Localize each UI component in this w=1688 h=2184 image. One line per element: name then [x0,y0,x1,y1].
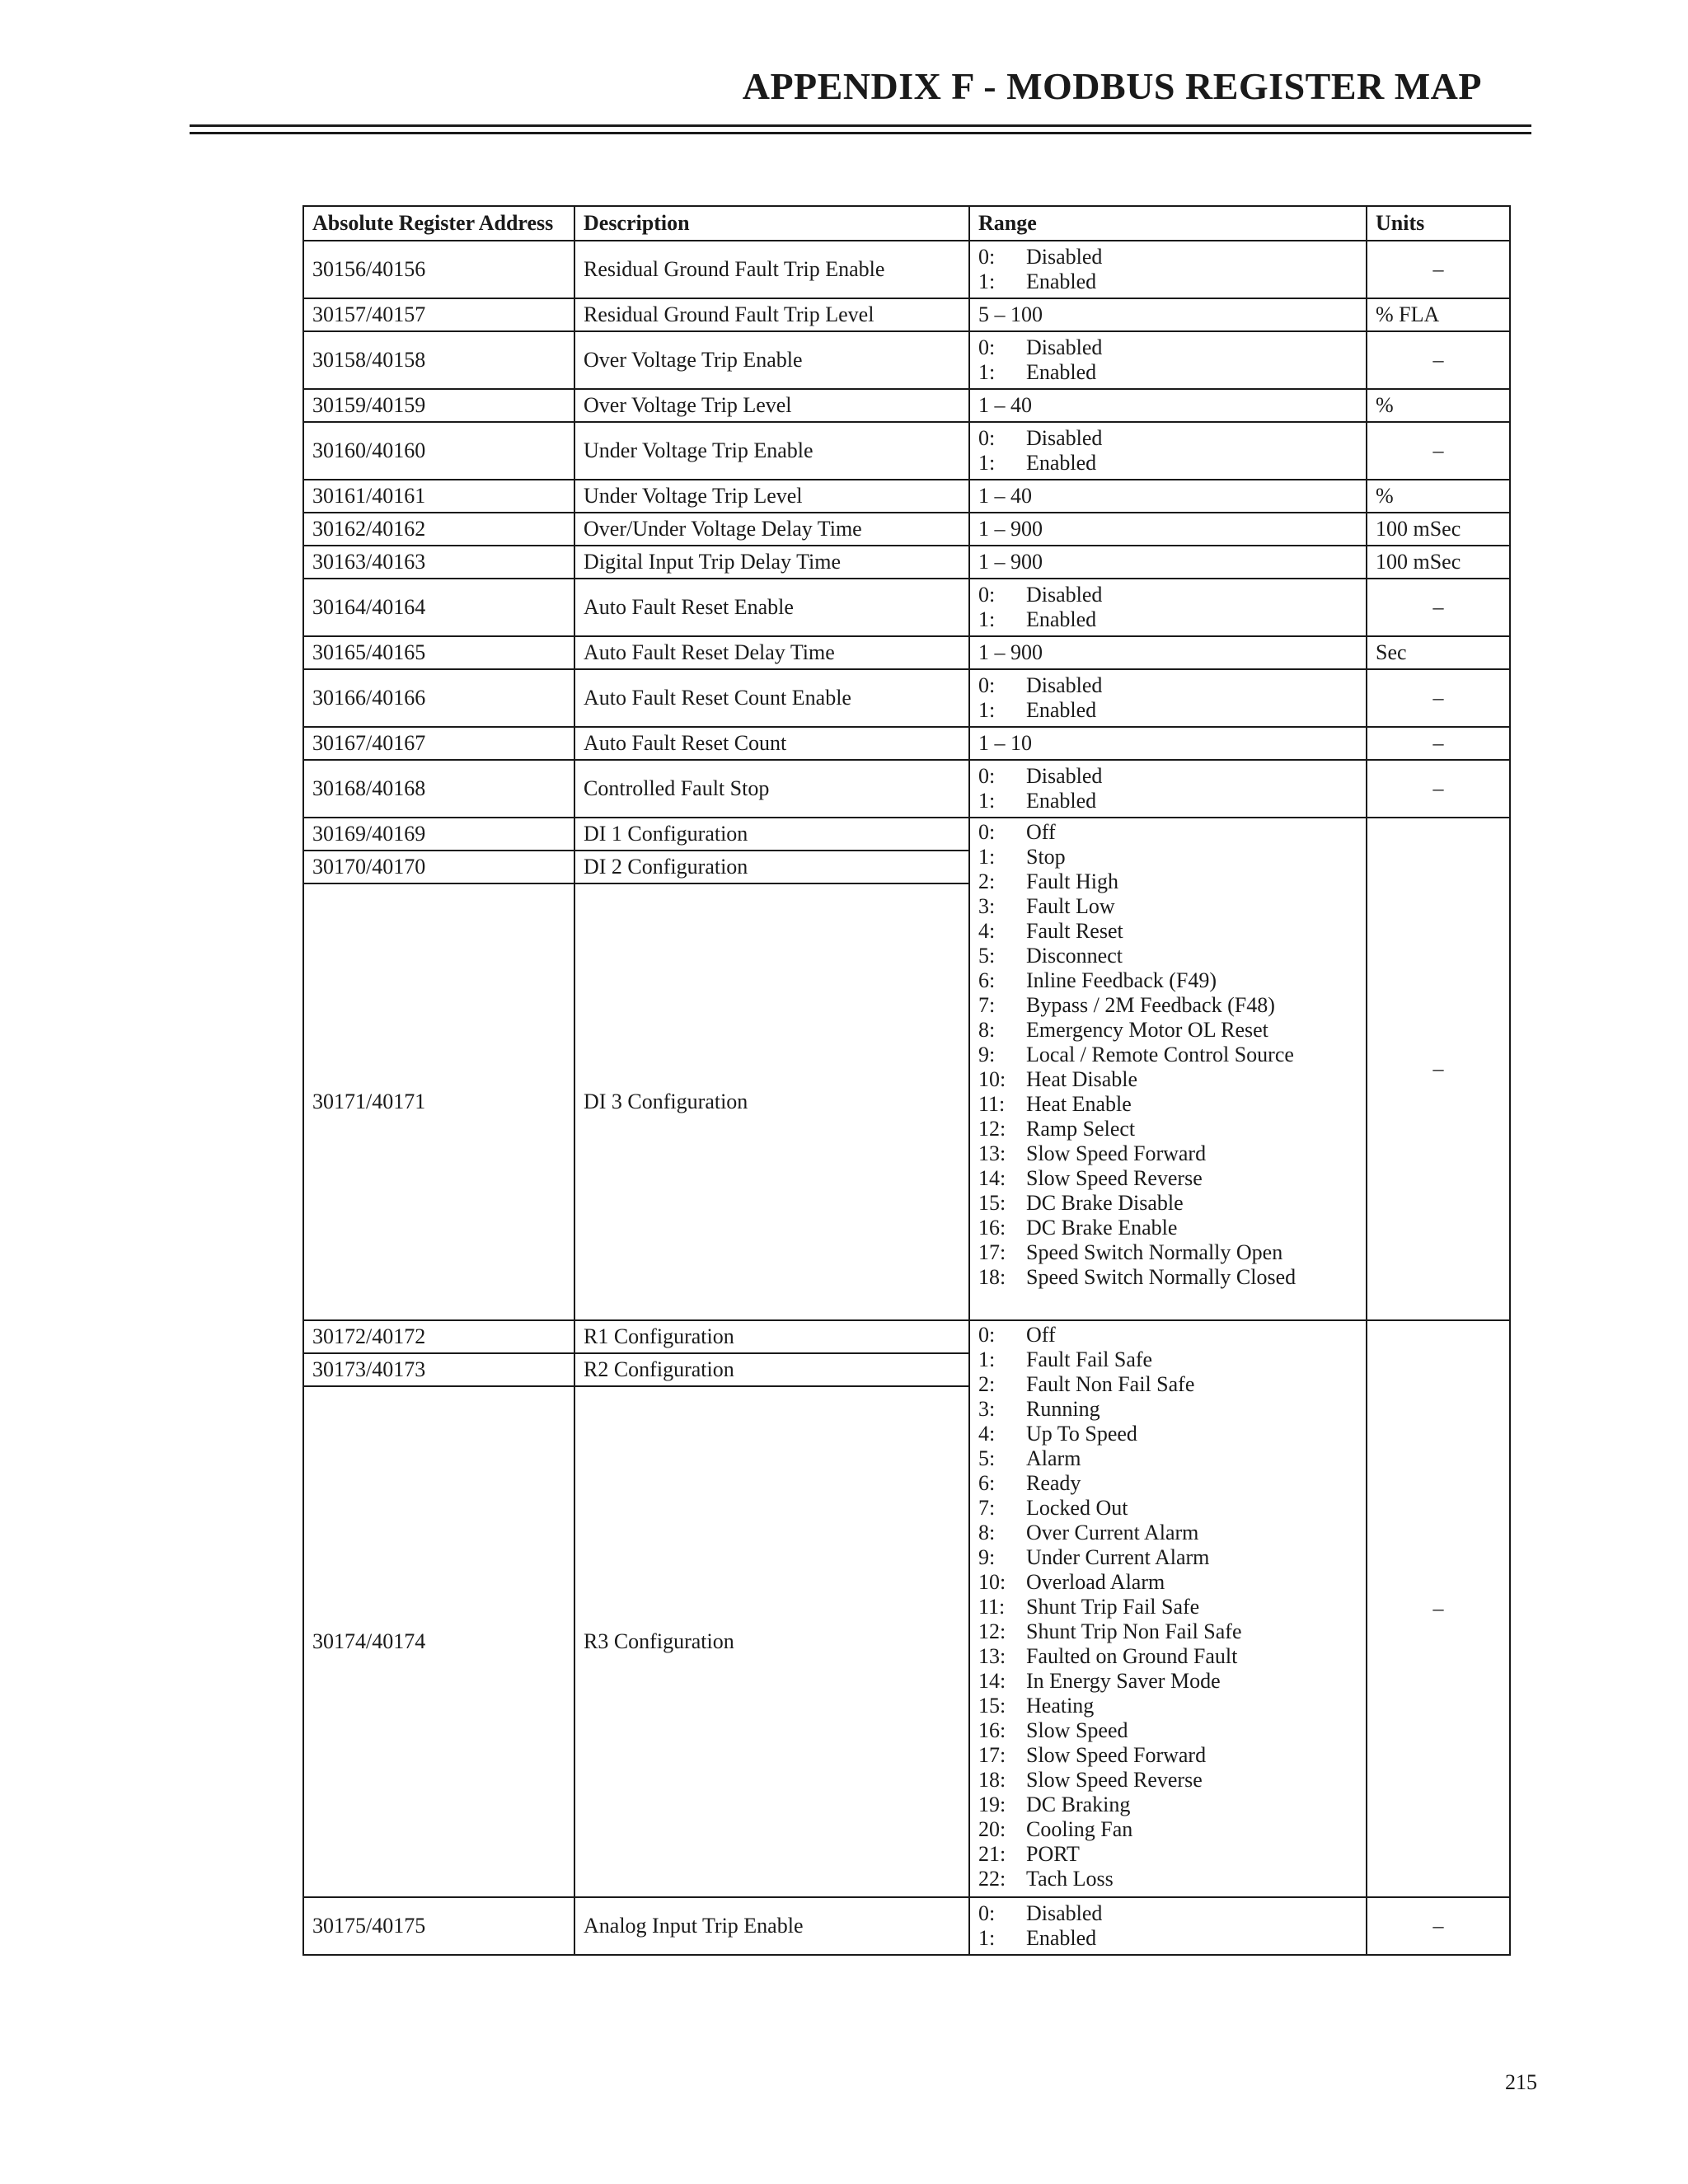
range-cell: 1 – 40 [969,480,1367,513]
table-row [303,818,1510,851]
range-item-code: 0: [978,820,996,844]
units-cell: – [1367,1320,1510,1897]
range-item-label: Overload Alarm [1026,1570,1165,1594]
range-item-label: DC Braking [1026,1793,1131,1816]
range-item [978,1397,1357,1422]
register-address-cell: 30157/40157 [303,298,574,331]
range-list [978,426,1357,476]
range-item [978,1842,1357,1867]
range-cell [969,760,1367,818]
range-item-label: Enabled [1026,789,1097,813]
range-item-label: Fault High [1026,869,1118,893]
range-item [978,1323,1357,1347]
range-item-label: Enabled [1026,698,1097,722]
range-item [978,269,1357,294]
range-item-label: Over Current Alarm [1026,1521,1199,1544]
range-item [978,1644,1357,1669]
range-item-code: 0: [978,583,996,607]
range-item-code: 15: [978,1191,1006,1215]
units-cell: – [1367,331,1510,389]
register-address-cell: 30166/40166 [303,669,574,727]
register-address-cell: 30165/40165 [303,636,574,669]
range-list [978,1901,1357,1951]
table-row [303,727,1510,760]
range-item-label: Enabled [1026,451,1097,475]
range-cell: 1 – 40 [969,389,1367,422]
column-header-range: Range [969,206,1367,241]
range-item-code: 1: [978,789,996,813]
range-item [978,1901,1357,1926]
range-item-label: Disabled [1026,426,1103,450]
table-row [303,1320,1510,1353]
range-item-label: Fault Low [1026,894,1115,918]
register-address-cell: 30162/40162 [303,513,574,546]
description-cell: Residual Ground Fault Trip Enable [574,241,969,298]
range-item-label: Speed Switch Normally Open [1026,1240,1283,1264]
range-item-code: 8: [978,1018,996,1042]
range-cell [969,422,1367,480]
range-item-code: 3: [978,1397,996,1421]
range-item-label: PORT [1026,1842,1080,1866]
range-item [978,1743,1357,1768]
range-item-code: 7: [978,1496,996,1520]
range-item [978,1521,1357,1545]
register-address-cell: 30160/40160 [303,422,574,480]
range-item-code: 10: [978,1067,1006,1091]
table-row [303,1897,1510,1955]
range-item-code: 16: [978,1718,1006,1742]
range-item-label: Under Current Alarm [1026,1545,1210,1569]
range-item-code: 9: [978,1545,996,1569]
range-item-code: 11: [978,1092,1006,1116]
column-header-address: Absolute Register Address [303,206,574,241]
range-item [978,607,1357,632]
range-item [978,1018,1357,1043]
range-item-label: Local / Remote Control Source [1026,1043,1294,1066]
range-item [978,1191,1357,1216]
range-item-label: Stop [1026,845,1066,869]
range-item-label: Heat Disable [1026,1067,1138,1091]
range-item-label: Alarm [1026,1446,1081,1470]
register-address-cell: 30170/40170 [303,851,574,883]
units-cell: Sec [1367,636,1510,669]
register-address-cell: 30163/40163 [303,546,574,579]
range-item-label: DC Brake Disable [1026,1191,1184,1215]
register-address-cell: 30158/40158 [303,331,574,389]
range-item-code: 0: [978,335,996,359]
column-header-units: Units [1367,206,1510,241]
range-item-code: 5: [978,944,996,968]
range-item-code: 13: [978,1644,1006,1668]
range-item-code: 0: [978,764,996,788]
description-cell: Residual Ground Fault Trip Level [574,298,969,331]
units-cell: 100 mSec [1367,546,1510,579]
range-item-label: Fault Reset [1026,919,1123,943]
range-item [978,245,1357,269]
units-cell: – [1367,669,1510,727]
range-item-code: 20: [978,1817,1006,1841]
range-item [978,1793,1357,1817]
range-item [978,451,1357,476]
range-item [978,1216,1357,1240]
range-item [978,1166,1357,1191]
range-item-label: Slow Speed [1026,1718,1128,1742]
range-item-label: Off [1026,820,1056,844]
range-item-code: 1: [978,845,996,869]
range-list [978,673,1357,723]
range-item [978,1347,1357,1372]
range-item-code: 22: [978,1867,1006,1891]
range-item-label: Running [1026,1397,1100,1421]
description-cell: R2 Configuration [574,1353,969,1386]
register-address-cell: 30174/40174 [303,1386,574,1897]
range-item [978,845,1357,869]
range-list [978,1323,1357,1891]
range-item-label: Shunt Trip Non Fail Safe [1026,1619,1242,1643]
range-item [978,919,1357,944]
description-cell: Auto Fault Reset Count [574,727,969,760]
range-item [978,1067,1357,1092]
range-item-code: 6: [978,1471,996,1495]
range-cell: 1 – 900 [969,546,1367,579]
range-item [978,820,1357,845]
range-item [978,968,1357,993]
description-cell: Over Voltage Trip Enable [574,331,969,389]
range-item-label: Shunt Trip Fail Safe [1026,1595,1200,1619]
units-cell: – [1367,422,1510,480]
table-row [303,422,1510,480]
range-list [978,820,1357,1290]
units-cell: – [1367,727,1510,760]
description-cell: DI 1 Configuration [574,818,969,851]
range-cell: 1 – 10 [969,727,1367,760]
range-item-code: 14: [978,1669,1006,1693]
units-cell: % [1367,480,1510,513]
range-item-code: 2: [978,1372,996,1396]
range-item [978,789,1357,813]
description-cell: R3 Configuration [574,1386,969,1897]
page-number: 215 [1505,2070,1537,2094]
range-list [978,764,1357,813]
range-item [978,1141,1357,1166]
range-cell: 1 – 900 [969,636,1367,669]
range-item-label: Disabled [1026,673,1103,697]
range-item-code: 21: [978,1842,1006,1866]
range-item-label: Slow Speed Forward [1026,1743,1207,1767]
description-cell: Controlled Fault Stop [574,760,969,818]
range-item [978,1496,1357,1521]
register-address-cell: 30159/40159 [303,389,574,422]
range-item-label: Speed Switch Normally Closed [1026,1265,1296,1289]
table-row [303,480,1510,513]
range-item [978,1817,1357,1842]
range-item [978,335,1357,360]
units-cell: – [1367,818,1510,1320]
range-item-label: DC Brake Enable [1026,1216,1178,1240]
table-row [303,546,1510,579]
table-row [303,579,1510,636]
range-item [978,1867,1357,1891]
range-item [978,1240,1357,1265]
range-item-code: 3: [978,894,996,918]
range-item-code: 19: [978,1793,1006,1816]
register-address-cell: 30173/40173 [303,1353,574,1386]
register-address-cell: 30172/40172 [303,1320,574,1353]
table-row [303,389,1510,422]
range-item-code: 6: [978,968,996,992]
range-item [978,1619,1357,1644]
range-item-label: Slow Speed Reverse [1026,1166,1203,1190]
range-item-label: Enabled [1026,1926,1097,1950]
range-item-label: Faulted on Ground Fault [1026,1644,1238,1668]
range-item-code: 4: [978,919,996,943]
range-item-label: Disabled [1026,245,1103,269]
range-item-code: 17: [978,1743,1006,1767]
range-item-label: Fault Fail Safe [1026,1347,1153,1371]
register-address-cell: 30156/40156 [303,241,574,298]
range-item-code: 14: [978,1166,1006,1190]
range-item-code: 1: [978,269,996,293]
table-row [303,298,1510,331]
table-row [303,331,1510,389]
range-item [978,764,1357,789]
description-cell: Over Voltage Trip Level [574,389,969,422]
range-item-code: 18: [978,1768,1006,1792]
modbus-register-table [302,205,1511,1956]
range-item-label: Enabled [1026,607,1097,631]
description-cell: Under Voltage Trip Level [574,480,969,513]
range-item-code: 1: [978,607,996,631]
table-body [303,241,1510,1955]
range-item-code: 0: [978,673,996,697]
range-item [978,360,1357,385]
register-address-cell: 30164/40164 [303,579,574,636]
table-row [303,513,1510,546]
range-item [978,944,1357,968]
range-item-label: Heating [1026,1694,1095,1718]
range-item-label: Disabled [1026,1901,1103,1925]
range-item-code: 0: [978,1901,996,1925]
description-cell: Auto Fault Reset Count Enable [574,669,969,727]
range-item-label: Cooling Fan [1026,1817,1133,1841]
range-item-code: 0: [978,1323,996,1347]
range-item-code: 18: [978,1265,1006,1289]
range-item-code: 0: [978,426,996,450]
description-cell: DI 2 Configuration [574,851,969,883]
units-cell: % [1367,389,1510,422]
range-cell [969,241,1367,298]
range-item [978,426,1357,451]
range-item [978,1043,1357,1067]
range-item [978,1669,1357,1694]
description-cell: Digital Input Trip Delay Time [574,546,969,579]
range-item-code: 8: [978,1521,996,1544]
range-item-code: 1: [978,1347,996,1371]
table-row [303,760,1510,818]
description-cell: Analog Input Trip Enable [574,1897,969,1955]
range-item-label: Off [1026,1323,1056,1347]
range-item-code: 15: [978,1694,1006,1718]
range-item-label: Enabled [1026,269,1097,293]
range-item [978,1694,1357,1718]
table-row [303,669,1510,727]
range-item-label: Tach Loss [1026,1867,1114,1891]
range-cell: 5 – 100 [969,298,1367,331]
range-item [978,1265,1357,1290]
range-cell [969,818,1367,1320]
units-cell: % FLA [1367,298,1510,331]
units-cell: 100 mSec [1367,513,1510,546]
range-cell [969,331,1367,389]
range-item [978,1545,1357,1570]
range-item-code: 16: [978,1216,1006,1240]
range-item [978,1718,1357,1743]
range-item [978,1570,1357,1595]
table-row [303,241,1510,298]
units-cell: – [1367,760,1510,818]
range-item-code: 1: [978,360,996,384]
description-cell: Under Voltage Trip Enable [574,422,969,480]
range-item-code: 1: [978,698,996,722]
range-item-code: 12: [978,1117,1006,1141]
range-item-code: 12: [978,1619,1006,1643]
register-address-cell: 30168/40168 [303,760,574,818]
range-item-code: 5: [978,1446,996,1470]
table-header-row [303,206,1510,241]
range-item-code: 0: [978,245,996,269]
range-item [978,1471,1357,1496]
range-item [978,583,1357,607]
range-item-code: 2: [978,869,996,893]
range-cell [969,1320,1367,1897]
range-cell [969,579,1367,636]
header-rule-top [190,124,1531,127]
range-list [978,583,1357,632]
range-cell: 1 – 900 [969,513,1367,546]
range-list [978,245,1357,294]
description-cell: Auto Fault Reset Delay Time [574,636,969,669]
range-item-label: Slow Speed Forward [1026,1141,1207,1165]
table-row [303,636,1510,669]
range-item-code: 10: [978,1570,1006,1594]
column-header-description: Description [574,206,969,241]
range-item [978,1422,1357,1446]
units-cell: – [1367,241,1510,298]
range-item-label: Locked Out [1026,1496,1128,1520]
range-item-code: 1: [978,451,996,475]
range-item [978,1768,1357,1793]
range-item-label: Fault Non Fail Safe [1026,1372,1195,1396]
range-item [978,1446,1357,1471]
range-item-code: 7: [978,993,996,1017]
range-list [978,335,1357,385]
range-item-label: Bypass / 2M Feedback (F48) [1026,993,1275,1017]
range-cell [969,669,1367,727]
range-item [978,993,1357,1018]
range-item [978,1117,1357,1141]
register-address-cell: 30175/40175 [303,1897,574,1955]
register-address-cell: 30171/40171 [303,883,574,1320]
range-item [978,673,1357,698]
range-item [978,698,1357,723]
register-address-cell: 30161/40161 [303,480,574,513]
range-item [978,869,1357,894]
range-item-label: Slow Speed Reverse [1026,1768,1203,1792]
description-cell: Auto Fault Reset Enable [574,579,969,636]
description-cell: DI 3 Configuration [574,883,969,1320]
range-item-code: 9: [978,1043,996,1066]
range-item-label: Inline Feedback (F49) [1026,968,1217,992]
units-cell: – [1367,579,1510,636]
range-item [978,1092,1357,1117]
register-address-cell: 30167/40167 [303,727,574,760]
range-item-label: Disabled [1026,583,1103,607]
range-item-label: Heat Enable [1026,1092,1132,1116]
description-cell: Over/Under Voltage Delay Time [574,513,969,546]
units-cell: – [1367,1897,1510,1955]
range-item [978,1926,1357,1951]
range-item-label: Disabled [1026,335,1103,359]
range-item-label: Up To Speed [1026,1422,1137,1446]
range-item-code: 1: [978,1926,996,1950]
range-item-label: Ready [1026,1471,1081,1495]
range-item [978,1595,1357,1619]
page-title: APPENDIX F - MODBUS REGISTER MAP [742,65,1482,107]
range-item [978,894,1357,919]
range-item-code: 17: [978,1240,1006,1264]
range-item-label: Ramp Select [1026,1117,1136,1141]
range-item-label: Disconnect [1026,944,1123,968]
range-item-code: 4: [978,1422,996,1446]
range-item-label: Emergency Motor OL Reset [1026,1018,1268,1042]
register-address-cell: 30169/40169 [303,818,574,851]
range-item-label: In Energy Saver Mode [1026,1669,1221,1693]
range-cell [969,1897,1367,1955]
range-item-label: Enabled [1026,360,1097,384]
range-item-code: 11: [978,1595,1006,1619]
range-item-label: Disabled [1026,764,1103,788]
range-item-code: 13: [978,1141,1006,1165]
header-rule-bottom [190,132,1531,134]
range-item [978,1372,1357,1397]
description-cell: R1 Configuration [574,1320,969,1353]
